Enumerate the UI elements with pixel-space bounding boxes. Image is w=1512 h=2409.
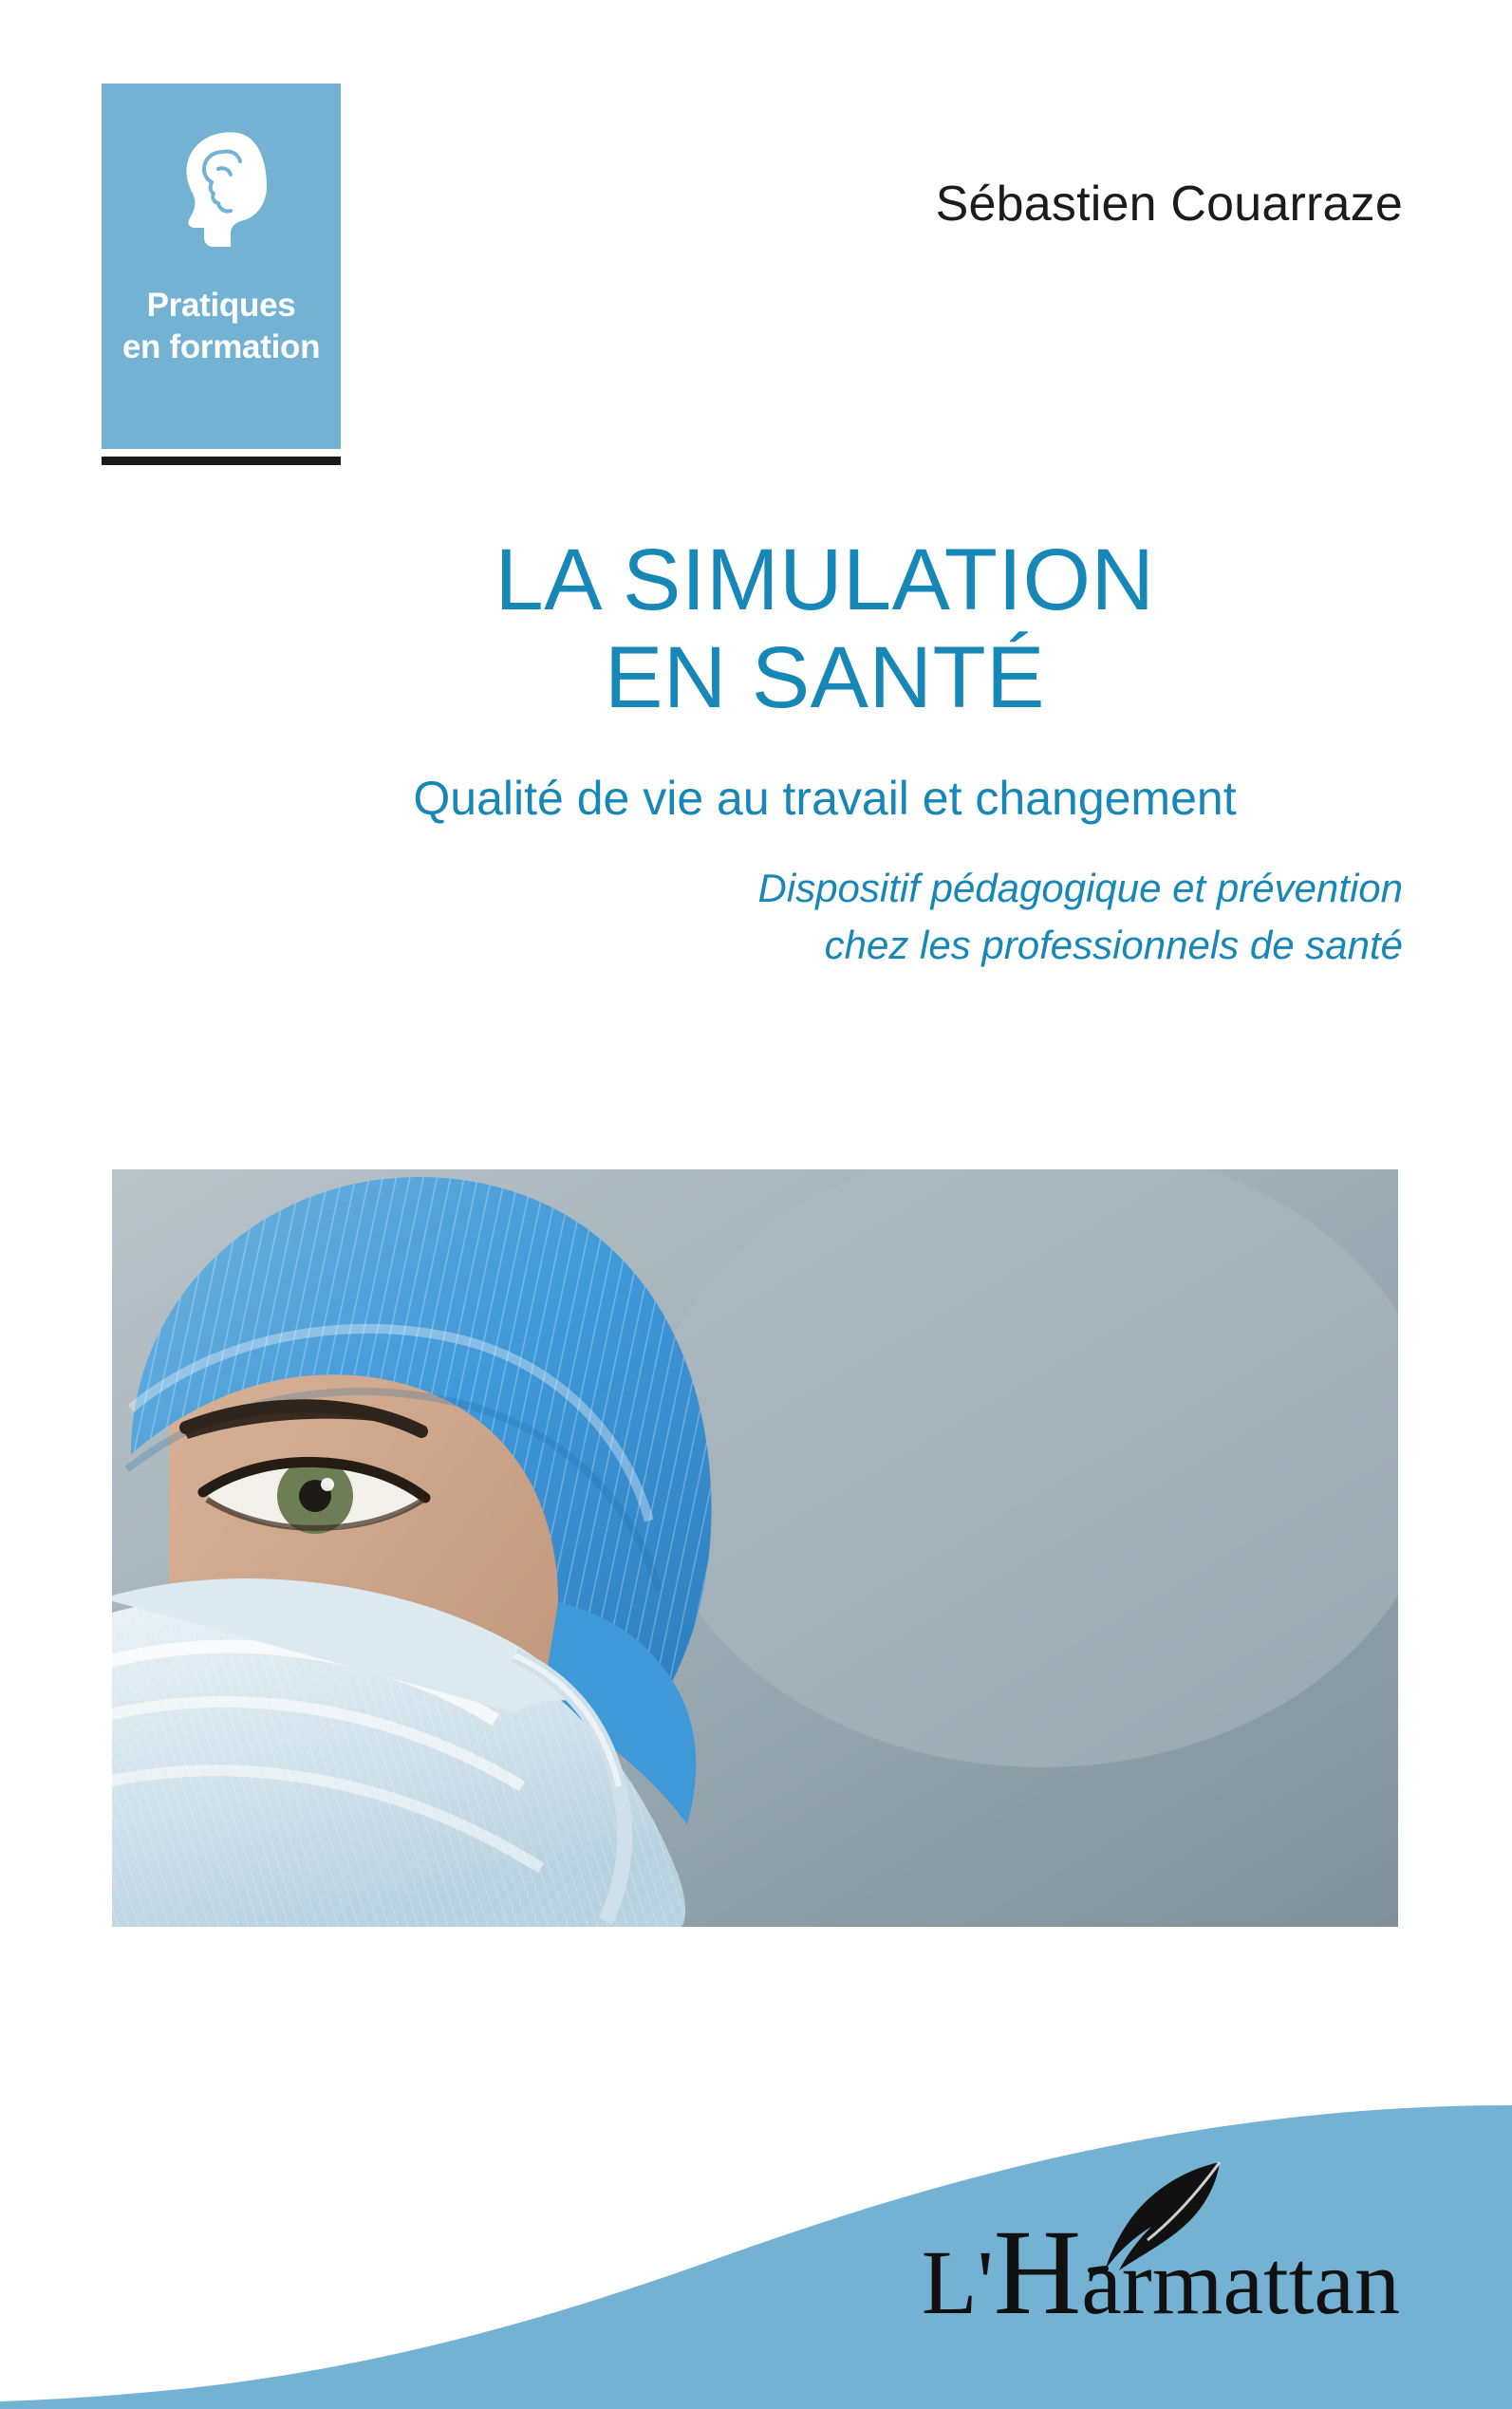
publisher-logo xyxy=(831,2179,1400,2360)
collection-label-line1: Pratiques xyxy=(146,287,296,324)
collection-label-line2: en formation xyxy=(121,327,321,365)
sub-subtitle-line1: Dispositif pédagogique et prévention xyxy=(757,866,1403,911)
sub-subtitle xyxy=(247,860,1403,973)
collection-rule xyxy=(102,457,341,465)
main-title-line2: EN SANTÉ xyxy=(604,629,1046,727)
author-name: Sébastien Couarraze xyxy=(935,177,1403,232)
main-title-line1: LA SIMULATION xyxy=(495,532,1155,628)
publisher-name-cap: H xyxy=(993,2205,1082,2340)
collection-badge xyxy=(102,84,341,462)
publisher-name-prefix: L' xyxy=(921,2232,994,2333)
subtitle: Qualité de vie au travail et changement xyxy=(413,772,1237,826)
sub-subtitle-line2: chez les professionnels de santé xyxy=(824,922,1403,967)
publisher-name-rest: armattan xyxy=(1081,2232,1400,2333)
main-title xyxy=(247,532,1403,727)
collection-label xyxy=(102,285,341,368)
title-block xyxy=(247,532,1403,973)
brain-profile-icon xyxy=(164,127,278,251)
publisher-name xyxy=(922,2203,1400,2343)
cover-photo xyxy=(112,1169,1398,1927)
